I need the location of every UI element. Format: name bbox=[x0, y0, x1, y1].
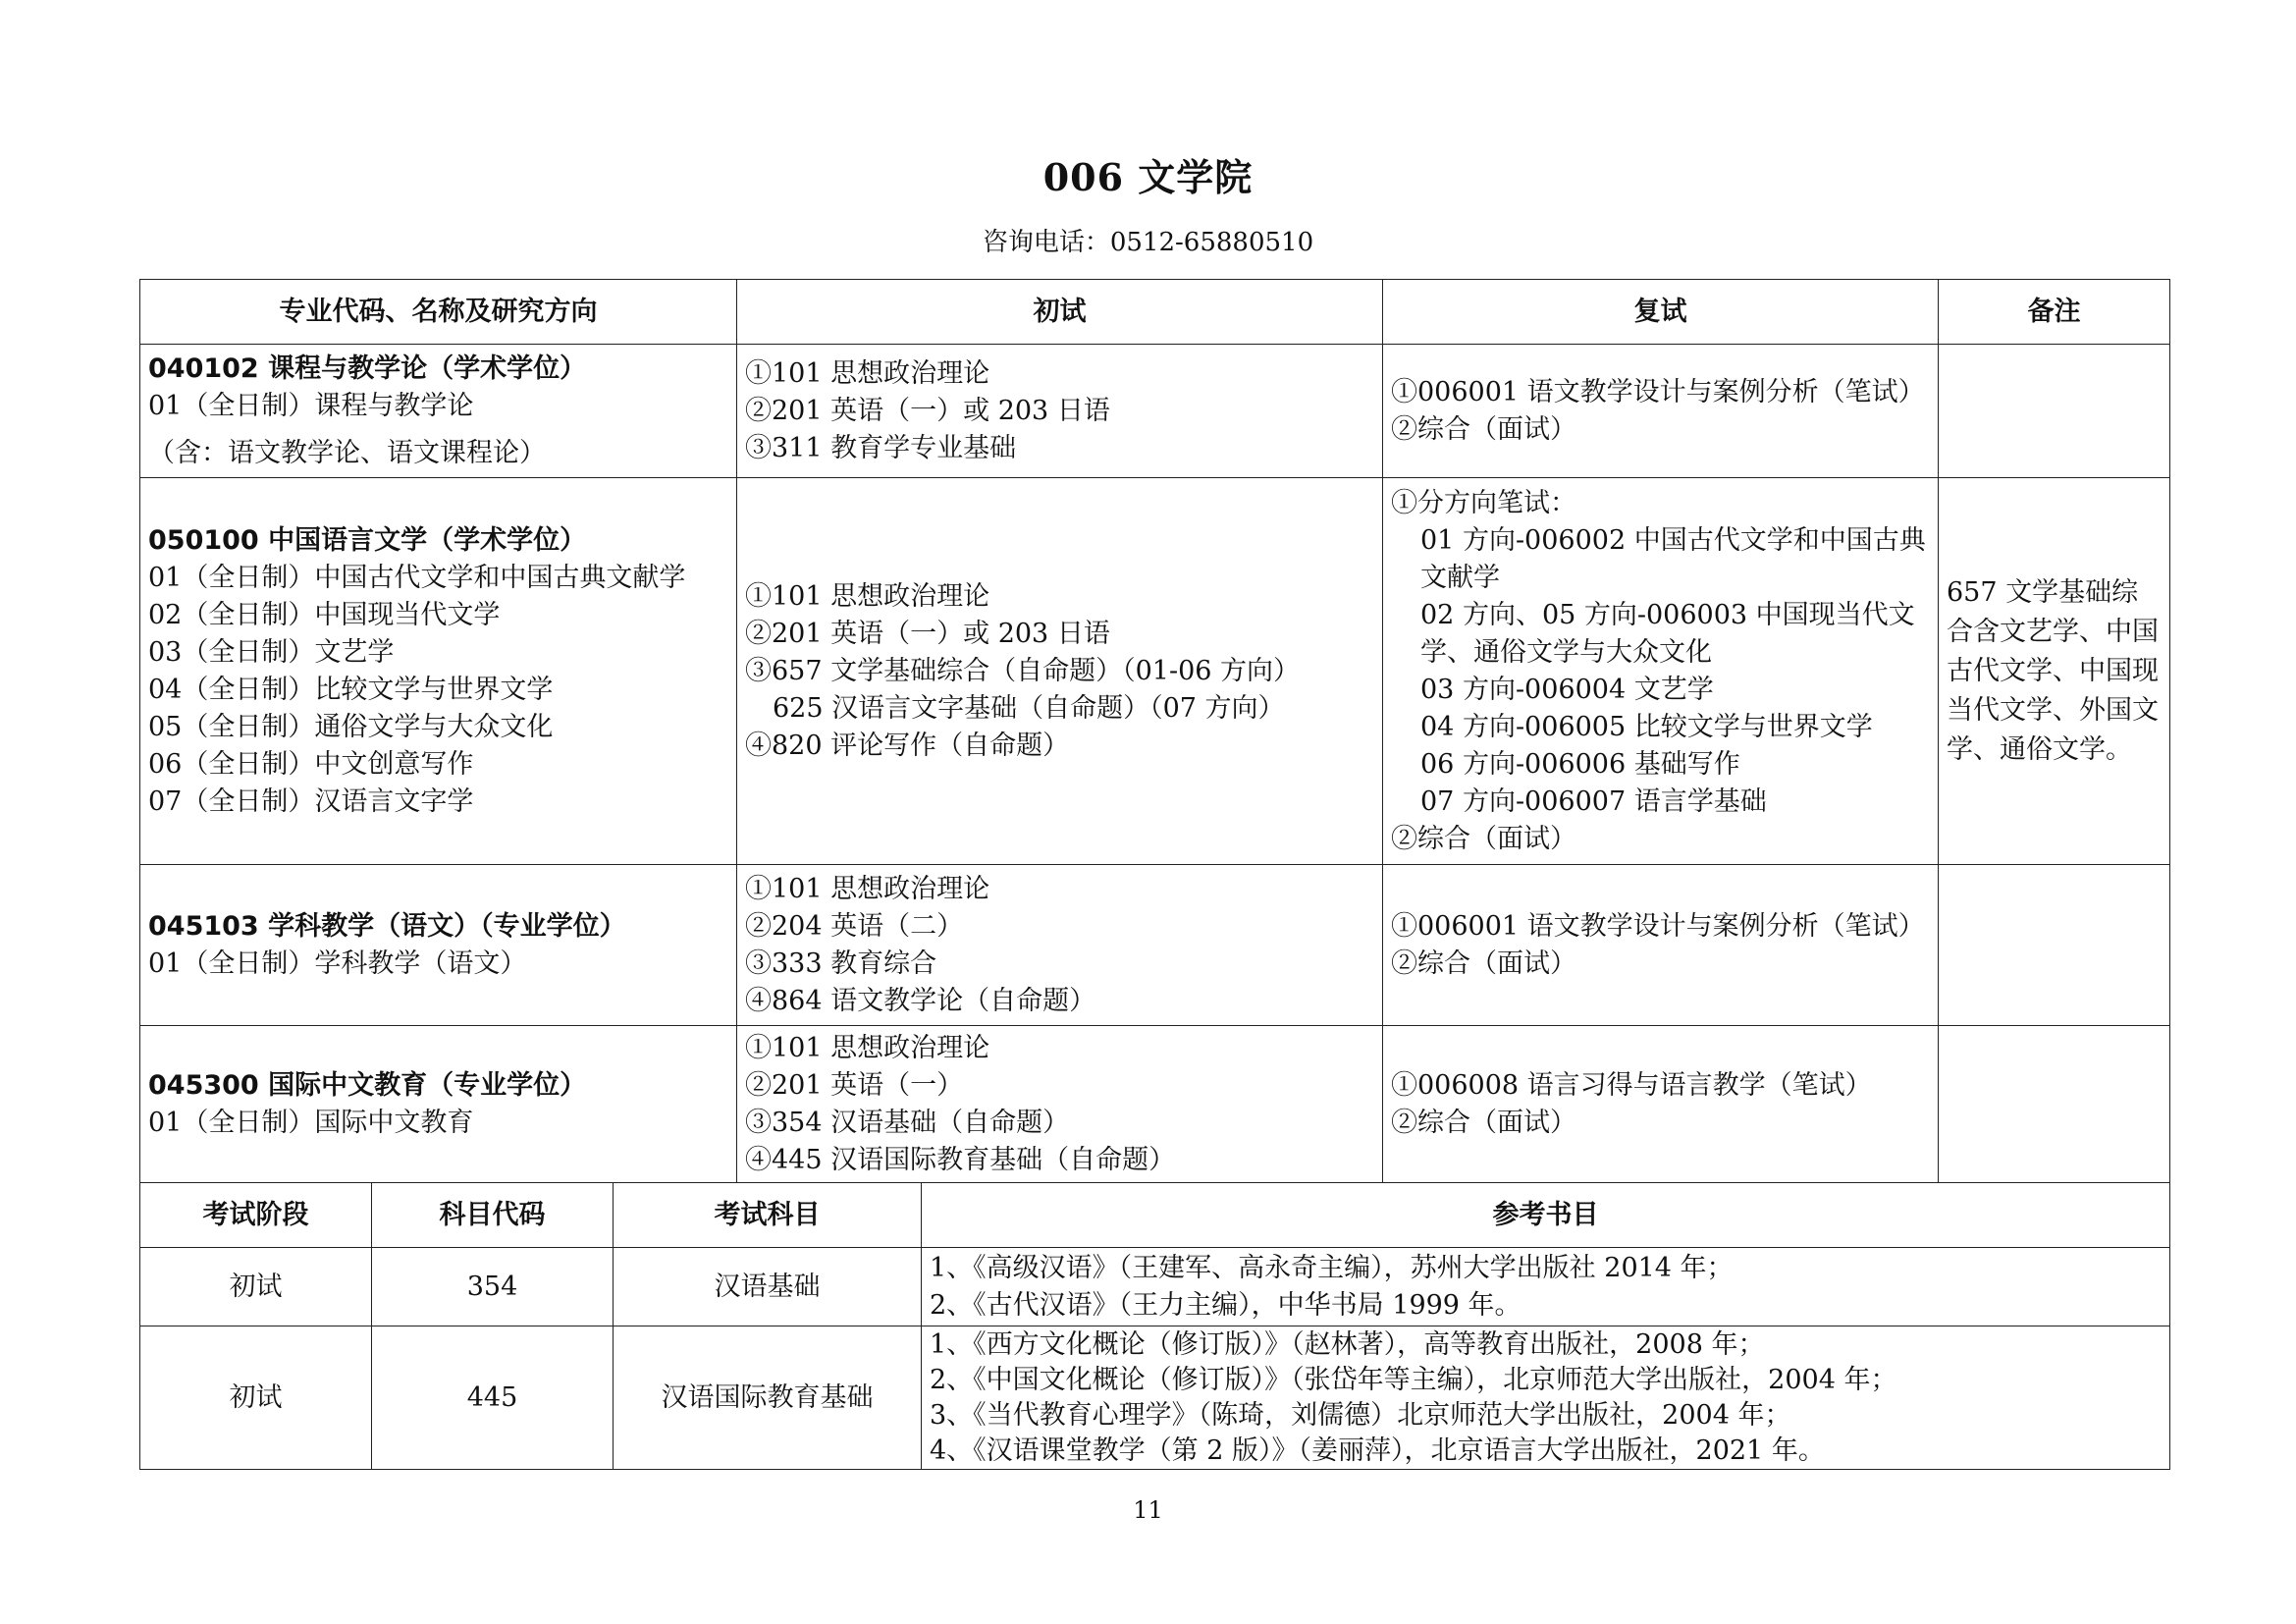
exam-item: ④445 汉语国际教育基础（自命题） bbox=[745, 1144, 1176, 1175]
code-cell: 445 bbox=[372, 1326, 614, 1470]
retest-item: ②综合（面试） bbox=[1391, 1107, 1576, 1138]
retest-item: 03 方向-006004 文艺学 bbox=[1420, 674, 1714, 705]
direction-item: 02（全日制）中国现当代文学 bbox=[148, 599, 501, 630]
note-text: 合含文艺学、中国 bbox=[1947, 616, 2159, 647]
exam-item: ②201 英语（一）或 203 日语 bbox=[745, 395, 1110, 426]
book-item: 2、《古代汉语》（王力主编），中华书局 1999 年。 bbox=[930, 1289, 1522, 1321]
code-cell: 354 bbox=[372, 1248, 614, 1326]
initial-cell bbox=[737, 1026, 1383, 1183]
header-code: 科目代码 bbox=[372, 1183, 614, 1248]
exam-item: ①101 思想政治理论 bbox=[745, 580, 990, 612]
exam-item: 625 汉语言文字基础（自命题）（07 方向） bbox=[773, 692, 1285, 724]
exam-item: ①101 思想政治理论 bbox=[745, 873, 990, 904]
exam-item: ③657 文学基础综合（自命题）（01-06 方向） bbox=[745, 655, 1301, 686]
retest-item: ①分方向笔试： bbox=[1391, 487, 1576, 518]
book-item: 1、《高级汉语》（王建军、高永奇主编），苏州大学出版社 2014 年； bbox=[930, 1252, 1734, 1283]
exam-item: ①101 思想政治理论 bbox=[745, 357, 990, 389]
stage-cell: 初试 bbox=[140, 1326, 372, 1470]
major-code-name: 040102 课程与教学论（学术学位） bbox=[148, 352, 587, 384]
subject-cell: 汉语基础 bbox=[614, 1248, 922, 1326]
exam-item: ④820 评论写作（自命题） bbox=[745, 730, 1070, 761]
header-books: 参考书目 bbox=[922, 1183, 2170, 1248]
major-cell bbox=[140, 1026, 737, 1183]
note-text: 657 文学基础综 bbox=[1947, 576, 2139, 608]
reference-table bbox=[139, 1182, 2170, 1470]
table-row bbox=[140, 1326, 2170, 1470]
major-cell bbox=[140, 345, 737, 478]
note-text: 学、通俗文学。 bbox=[1947, 733, 2132, 765]
exam-item: ②204 英语（二） bbox=[745, 910, 964, 942]
retest-item: 学、通俗文学与大众文化 bbox=[1420, 636, 1712, 668]
direction-item: 01（全日制）中国古代文学和中国古典文献学 bbox=[148, 562, 686, 593]
table-row bbox=[140, 345, 2170, 478]
initial-cell bbox=[737, 865, 1383, 1026]
initial-cell bbox=[737, 345, 1383, 478]
retest-cell bbox=[1383, 345, 1939, 478]
header-initial: 初试 bbox=[737, 280, 1383, 345]
stage-cell: 初试 bbox=[140, 1248, 372, 1326]
header-major: 专业代码、名称及研究方向 bbox=[140, 280, 737, 345]
note-cell bbox=[1939, 865, 2170, 1026]
table-row bbox=[140, 1026, 2170, 1183]
note-text: 古代文学、中国现 bbox=[1947, 655, 2159, 686]
exam-item: ④864 语文教学论（自命题） bbox=[745, 985, 1096, 1016]
table-header-row bbox=[140, 1183, 2170, 1248]
direction-item: 03（全日制）文艺学 bbox=[148, 636, 395, 668]
note-cell bbox=[1939, 1026, 2170, 1183]
direction-item: 01（全日制）学科教学（语文） bbox=[148, 947, 527, 979]
note-text: 当代文学、外国文 bbox=[1947, 694, 2159, 726]
retest-item: ①006001 语文教学设计与案例分析（笔试） bbox=[1391, 376, 1925, 407]
header-note: 备注 bbox=[1939, 280, 2170, 345]
major-cell bbox=[140, 478, 737, 865]
page-title: 006 文学院 bbox=[1042, 155, 1254, 199]
retest-item: 07 方向-006007 语言学基础 bbox=[1420, 785, 1767, 817]
page-number: 11 bbox=[1133, 1496, 1163, 1524]
exam-item: ③311 教育学专业基础 bbox=[745, 432, 1017, 463]
header-subject: 考试科目 bbox=[614, 1183, 922, 1248]
note-cell bbox=[1939, 478, 2170, 865]
admissions-table bbox=[139, 279, 2170, 1183]
retest-item: ①006001 语文教学设计与案例分析（笔试） bbox=[1391, 910, 1925, 942]
table-header-row bbox=[140, 280, 2170, 345]
note-cell bbox=[1939, 345, 2170, 478]
major-code-name: 045103 学科教学（语文）（专业学位） bbox=[148, 910, 626, 942]
direction-item: 06（全日制）中文创意写作 bbox=[148, 748, 474, 780]
book-item: 4、《汉语课堂教学（第 2 版）》（姜丽萍），北京语言大学出版社，2021 年。 bbox=[930, 1435, 1825, 1466]
retest-item: ②综合（面试） bbox=[1391, 947, 1576, 979]
direction-item: 04（全日制）比较文学与世界文学 bbox=[148, 674, 554, 705]
exam-item: ③354 汉语基础（自命题） bbox=[745, 1107, 1070, 1138]
header-retest: 复试 bbox=[1383, 280, 1939, 345]
retest-item: 04 方向-006005 比较文学与世界文学 bbox=[1420, 711, 1873, 742]
books-cell bbox=[922, 1326, 2170, 1470]
exam-item: ②201 英语（一） bbox=[745, 1069, 964, 1101]
retest-cell bbox=[1383, 865, 1939, 1026]
retest-item: ②综合（面试） bbox=[1391, 823, 1576, 854]
direction-item: 05（全日制）通俗文学与大众文化 bbox=[148, 711, 554, 742]
direction-item: 01（全日制）国际中文教育 bbox=[148, 1107, 474, 1138]
initial-cell bbox=[737, 478, 1383, 865]
books-cell bbox=[922, 1248, 2170, 1326]
retest-cell bbox=[1383, 478, 1939, 865]
retest-cell bbox=[1383, 1026, 1939, 1183]
retest-item: ①006008 语言习得与语言教学（笔试） bbox=[1391, 1069, 1872, 1101]
subject-cell: 汉语国际教育基础 bbox=[614, 1326, 922, 1470]
direction-item: 07（全日制）汉语言文字学 bbox=[148, 785, 474, 817]
major-cell bbox=[140, 865, 737, 1026]
table-row bbox=[140, 865, 2170, 1026]
contact-phone: 咨询电话：0512-65880510 bbox=[982, 228, 1314, 257]
exam-item: ②201 英语（一）或 203 日语 bbox=[745, 618, 1110, 649]
direction-item: （含：语文教学论、语文课程论） bbox=[148, 437, 546, 468]
retest-item: 01 方向-006002 中国古代文学和中国古典 bbox=[1420, 524, 1926, 556]
retest-item: 06 方向-006006 基础写作 bbox=[1420, 748, 1740, 780]
retest-item: 02 方向、05 方向-006003 中国现当代文 bbox=[1420, 599, 1915, 630]
direction-item: 01（全日制）课程与教学论 bbox=[148, 390, 474, 421]
table-row bbox=[140, 1248, 2170, 1326]
book-item: 1、《西方文化概论（修订版）》（赵林著），高等教育出版社，2008 年； bbox=[930, 1328, 1765, 1360]
header-stage: 考试阶段 bbox=[140, 1183, 372, 1248]
exam-item: ③333 教育综合 bbox=[745, 947, 937, 979]
table-row bbox=[140, 478, 2170, 865]
major-code-name: 050100 中国语言文学（学术学位） bbox=[148, 524, 587, 556]
major-code-name: 045300 国际中文教育（专业学位） bbox=[148, 1069, 587, 1101]
retest-item: 文献学 bbox=[1420, 562, 1500, 593]
book-item: 3、《当代教育心理学》（陈琦，刘儒德）北京师范大学出版社，2004 年； bbox=[930, 1399, 1791, 1431]
retest-item: ②综合（面试） bbox=[1391, 413, 1576, 445]
exam-item: ①101 思想政治理论 bbox=[745, 1032, 990, 1063]
book-item: 2、《中国文化概论（修订版）》（张岱年等主编），北京师范大学出版社，2004 年； bbox=[930, 1364, 1897, 1395]
